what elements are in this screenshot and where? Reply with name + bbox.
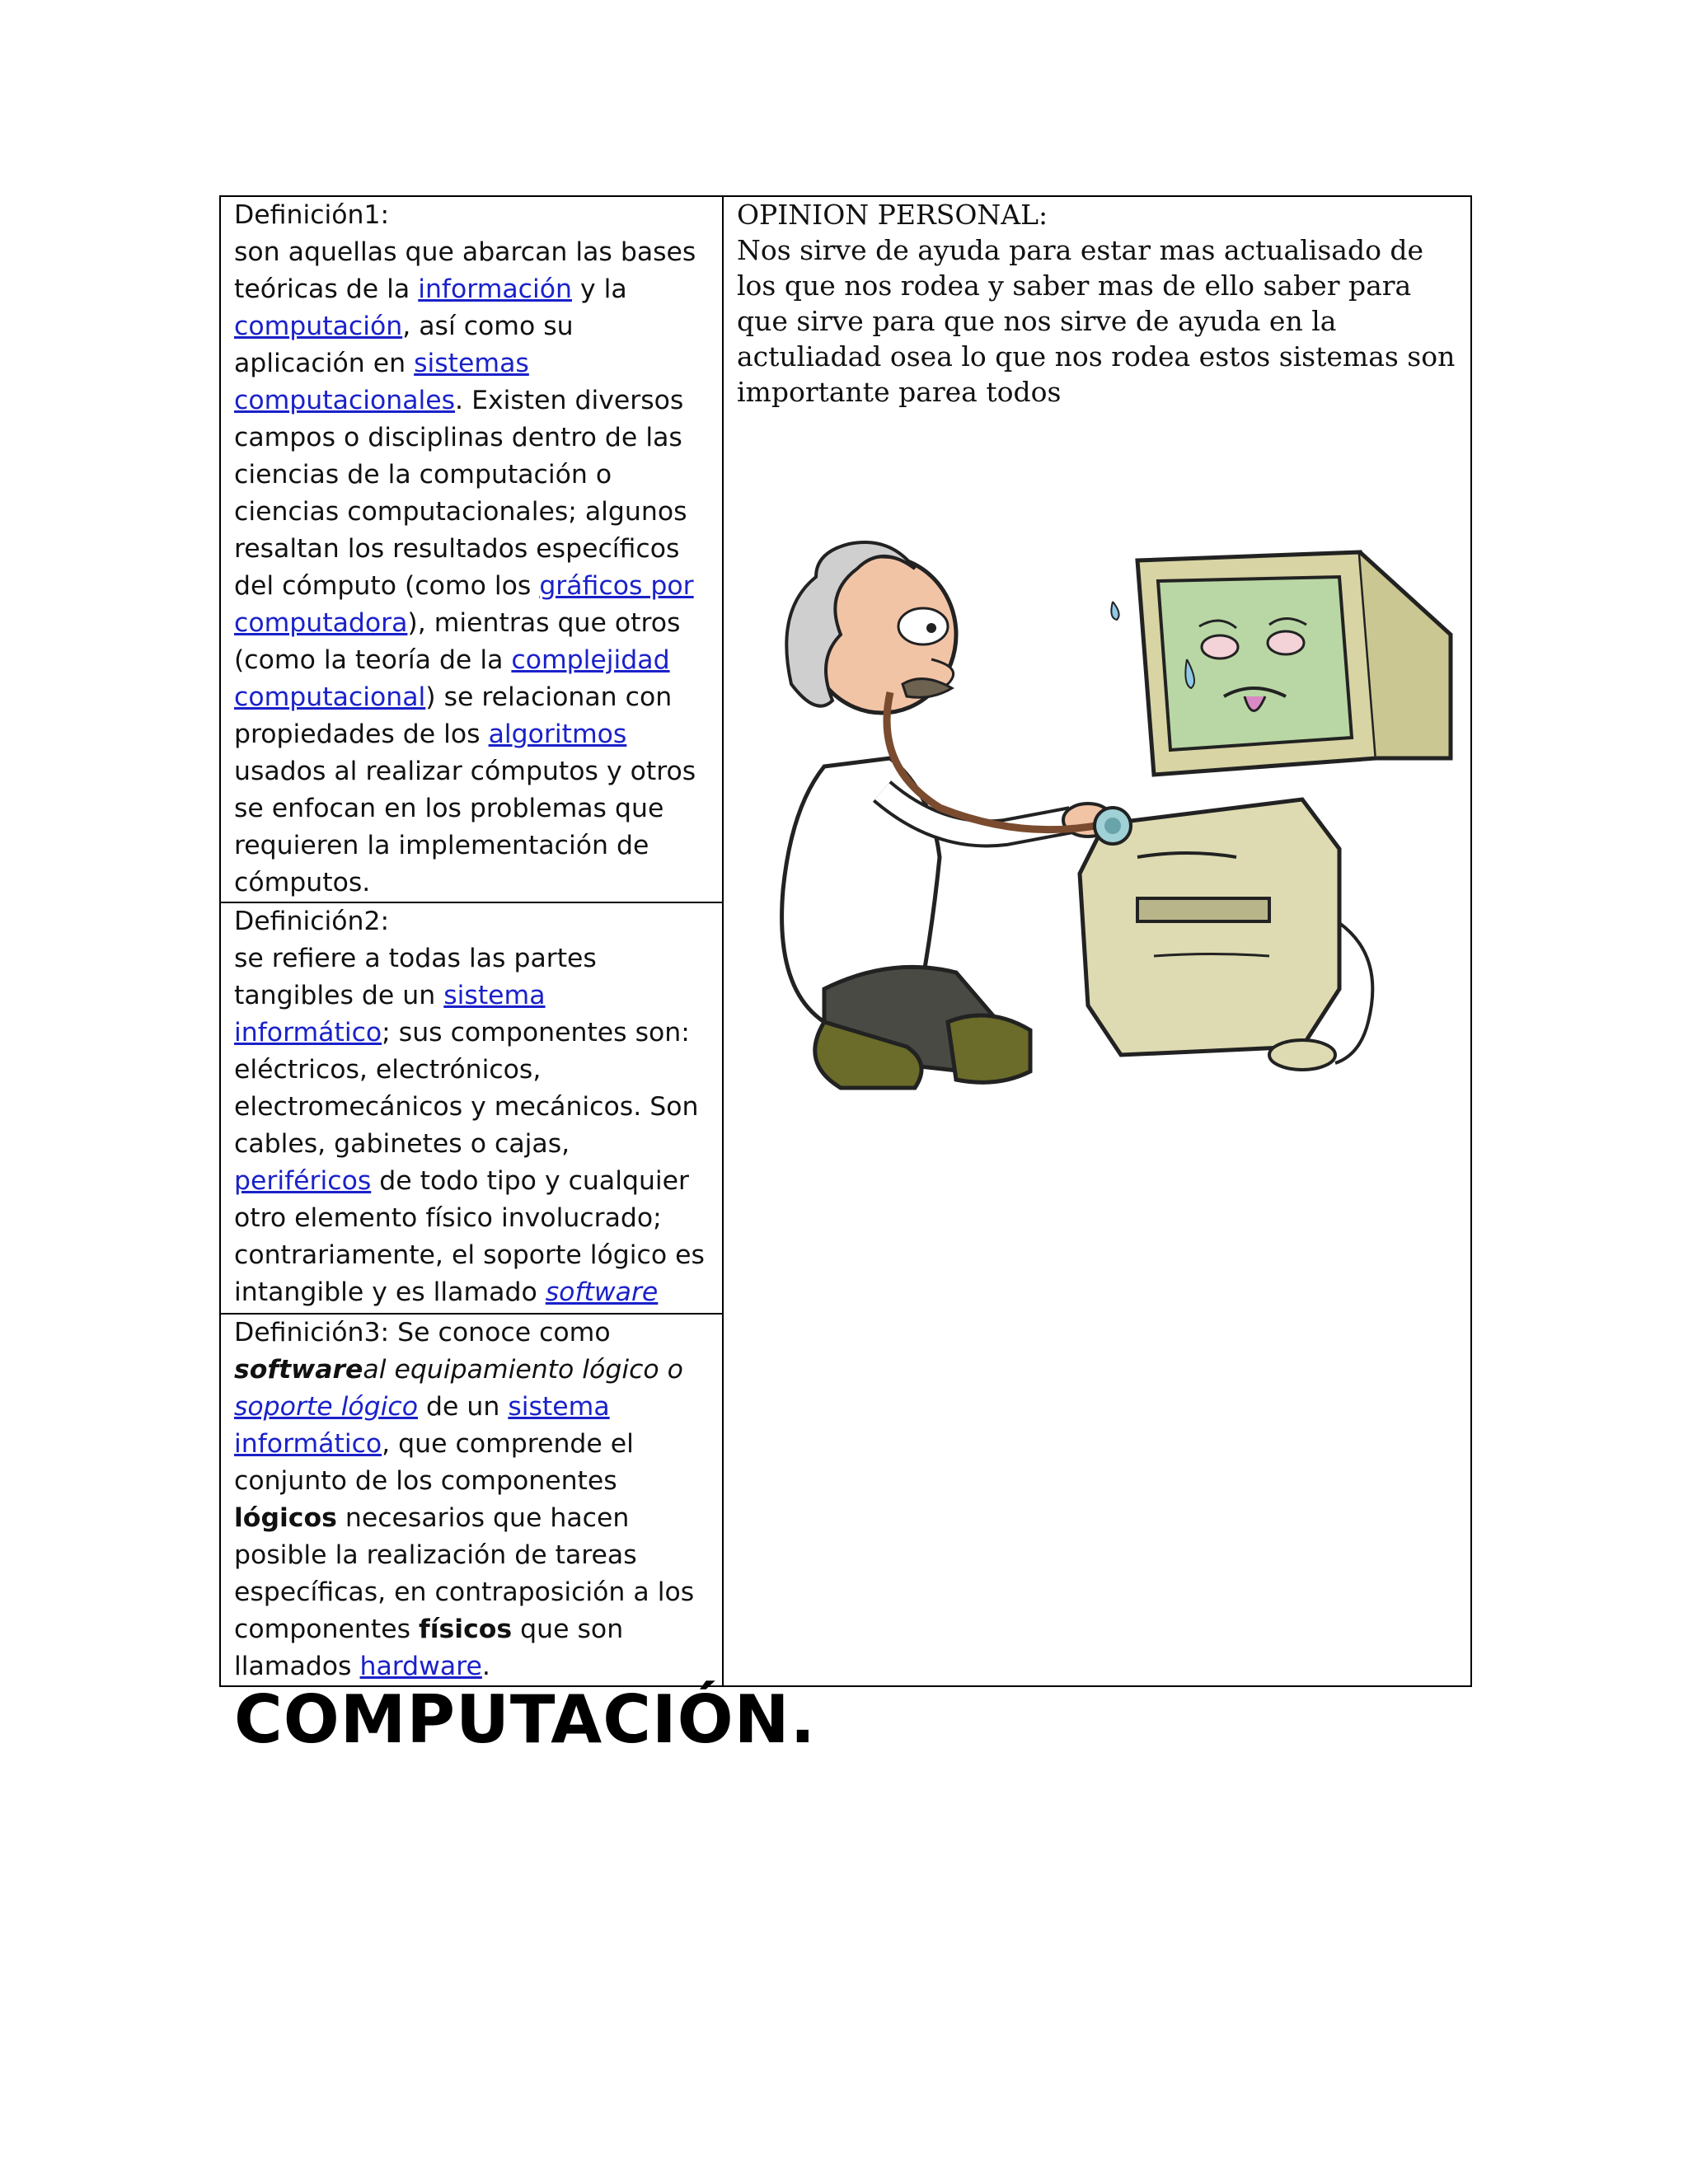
definition-3-cell (220, 1314, 723, 1686)
link-complejidad-computacional[interactable]: complejidad computacional (234, 645, 670, 712)
text-run: necesarios que hacen posible la realización de tareas específicas, en contraposición a los componentes (234, 1503, 695, 1644)
italic-text: al equipamiento lógico o (363, 1355, 683, 1385)
link-sistema-informatico-2[interactable]: sistema informático (234, 1392, 610, 1459)
bold-term: lógicos (234, 1503, 337, 1533)
link-perifericos[interactable]: periféricos (234, 1166, 372, 1196)
text-run: ) se relacionan con propiedades de los (234, 682, 673, 749)
text-run: . Existen diversos campos o disciplinas dentro de las ciencias de la computación o ciencias computacionales; algunos resaltan los resultados específicos del cómputo (como los (234, 386, 687, 601)
bold-term: físicos (419, 1615, 513, 1644)
text-run: Definición3: Se conoce como (234, 1318, 611, 1347)
link-soporte-logico[interactable]: soporte lógico (234, 1392, 419, 1422)
link-computacion[interactable]: computación (234, 312, 403, 341)
text-run: , así como su aplicación en (234, 312, 574, 378)
definition-2-title: Definición2: (234, 907, 390, 936)
text-run: se refiere a todas las partes tangibles de un (234, 944, 597, 1010)
link-graficos-por-computadora[interactable]: gráficos por computadora (234, 571, 694, 638)
doctor-computer-illustration (725, 494, 1467, 1121)
text-run: ), mientras que otros (como la teoría de la (234, 608, 681, 675)
definition-2-cell (220, 902, 723, 1314)
definition-3-text (234, 1318, 694, 1681)
opinion-title: OPINION PERSONAL: (737, 199, 1048, 231)
definition-1-cell (220, 196, 723, 902)
text-run: y la (572, 274, 627, 304)
definition-1-title: Definición1: (234, 200, 390, 230)
bold-italic-term: software (234, 1355, 363, 1385)
opinion-body: Nos sirve de ayuda para estar mas actualisado de los que nos rodea y saber mas de ello saber para que sirve para que nos sirve de ayuda en la actuliadad osea lo que nos rodea estos sistemas son importante parea todos (737, 234, 1456, 408)
link-hardware[interactable]: hardware (359, 1652, 482, 1681)
link-algoritmos[interactable]: algoritmos (488, 719, 627, 749)
text-run: , que comprende el conjunto de los componentes (234, 1429, 634, 1496)
link-informacion[interactable]: información (418, 274, 572, 304)
text-run: ; sus componentes son: eléctricos, electrónicos, electromecánicos y mecánicos. Son cables, gabinetes o cajas, (234, 1018, 699, 1159)
text-run: . (481, 1652, 490, 1681)
definition-1-text (234, 237, 696, 898)
text-run: son aquellas que abarcan las bases teóricas de la (234, 237, 696, 304)
text-run: de todo tipo y cualquier otro elemento físico involucrado; contrariamente, el soporte lógico es intangible y es llamado (234, 1166, 705, 1307)
text-run: de un (418, 1392, 509, 1422)
text-run: usados al realizar cómputos y otros se enfocan en los problemas que requieren la implementación de cómputos. (234, 757, 696, 898)
page-heading: COMPUTACIÓN. (234, 1681, 817, 1758)
definition-2-text (234, 944, 705, 1307)
link-sistemas-computacionales[interactable]: sistemas computacionales (234, 349, 529, 415)
text-run: que son llamados (234, 1615, 624, 1681)
link-sistema-informatico[interactable]: sistema informático (234, 981, 546, 1047)
link-software[interactable]: software (545, 1277, 659, 1307)
